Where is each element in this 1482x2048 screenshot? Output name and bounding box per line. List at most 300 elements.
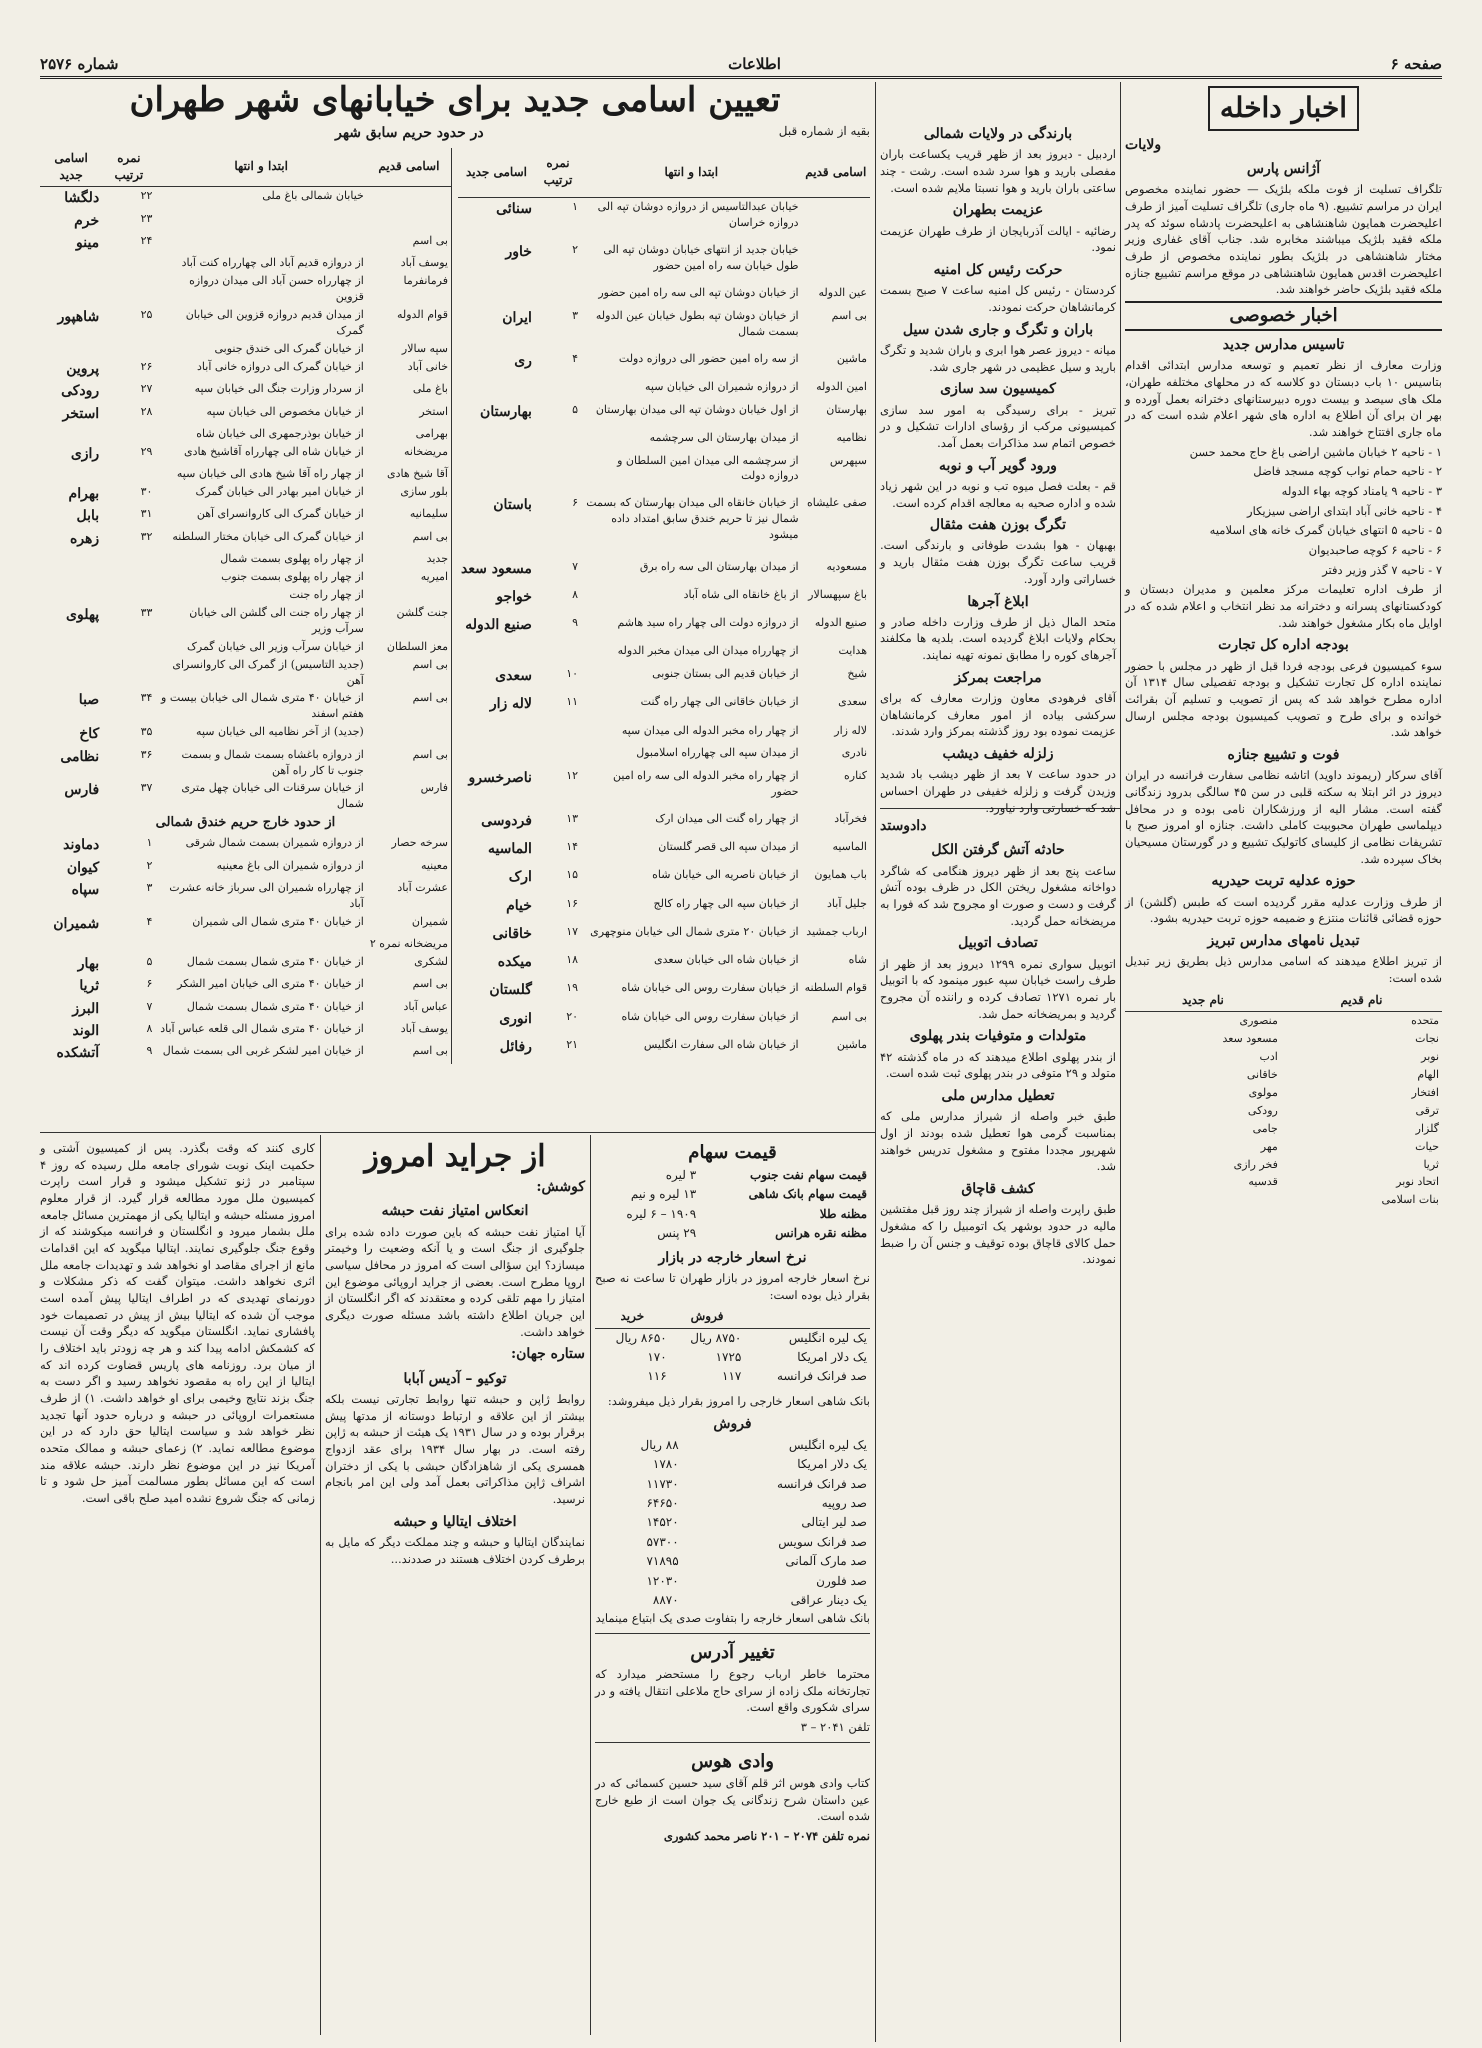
street-span: از میدان سپه الی قصر گلستان [658,840,799,854]
street-span: از خیابان ۲۰ متری شمال الی خیابان منوچهری [590,924,799,938]
order-number: ۱۳ [566,811,579,825]
book-ad-body: کتاب وادی هوس اثر قلم آقای سید حسین کسمائی که در عین داستان شرح زندگانی یک جوان است از طبع خارج شده است. [595,1775,870,1824]
order-number: ۸ [572,587,579,601]
old-name: مسعودیه [826,559,867,573]
old-school-name: نوبر [1421,1049,1439,1063]
table-row [40,746,452,780]
street-span: از میدان بهارستان الی سرچشمه [649,430,799,444]
street-span: از چهار راه گنت الی میدان ارک [655,811,799,825]
bank-rates-table [595,1436,870,1611]
new-name: الوند [72,1022,100,1039]
buy-rate: ۸۶۵۰ ریال [615,1330,667,1345]
order-number: ۱ [146,836,153,850]
table-header: فروش [670,1306,745,1328]
new-name [458,642,535,665]
old-school-name: گلزار [1415,1121,1439,1135]
street-span: از خیابان امیر لشکر غربی الی بسمت شمال [162,1044,364,1058]
order-number [102,656,155,690]
table-row [40,568,452,586]
street-span: از خیابان بوذرجمهری الی خیابان شاه [196,426,364,440]
old-name: یوسف آباد [400,256,448,270]
funeral-title: فوت و تشییع جنازه [1227,747,1340,764]
street-span: خیابان عبدالتاسیس از دروازه دوشان تپه الی دروازه خراسان [597,199,799,229]
table-row [40,272,452,306]
bank-head: فروش [713,1415,752,1432]
table-row [595,1224,870,1243]
bus-title: تصادف اتوبیل [958,935,1038,952]
order-number: ۲۰ [566,1009,579,1023]
old-name: ماشین [836,1037,867,1051]
currency-name: صد فرانک فرانسه [776,1369,867,1384]
old-name: صفی علیشاه [806,496,867,510]
order-number: ۴ [572,351,579,365]
street-span: از خیابان ۴۰ متری شمال الی شمیران [192,914,364,928]
new-name [40,272,102,306]
old-name: لشکری [414,954,448,968]
stock-name: مظنه طلا [819,1206,867,1221]
street-span: از چهار راه پهلوی بسمت شمال [220,551,364,565]
old-name: نادری [841,746,867,760]
bank-tail: بانک شاهی اسعار خارجه را بتفاوت صدی یک ابتیاع مینماید [595,1611,870,1626]
new-name [40,465,102,483]
table-header: خرید [595,1306,670,1328]
sec3-title: اختلاف ایتالیا و حبشه [393,1513,517,1530]
street-span: (جدید) از آخر نظامیه الی خیابان سپه [196,725,364,739]
table-row [1125,1102,1442,1120]
order-number: ۱۶ [566,896,579,910]
new-name: الماسیه [487,841,532,858]
newspaper-name: اطلاعات [728,55,781,73]
sec2-body: روابط ژاپن و حبشه تنها روابط تجارتی نیست بلکه بیشتر از این علاقه و ارتباط دوستانه از مدتها پیش برقرار بوده و در سال ۱۹۳۱ یک هیئت از حبشه به ژاپن رفته است. در بهار سال ۱۹۳۴ برای عقد ازدواج همسری یکی از شاهزادگان حبشی با یکی از دختران اشراف ژاپن مذاکراتی بعمل آمد ولی این امر بانجام نرسید. [325,1391,585,1506]
table-header: اسامی قدیم [367,148,452,187]
table-row [595,1205,870,1224]
issue-number: شماره ۲۵۷۶ [40,55,119,73]
old-name: آقا شیخ هادی [387,467,448,481]
sell-rate: ۵۷۳۰۰ [646,1534,679,1549]
table-row [458,401,870,429]
new-name: مینو [76,235,100,252]
street-span: از چهار راه مخبر الدوله الی سه راه امین حضور [612,768,799,798]
province-news-body: اردبیل - دیروز بعد از ظهر قریب یکساعت باران مفصلی بارید و هوا سرد شده است. رشت - چند ساعتی باران بارید و هوا نسبتا ملایم شده است. [880,147,1116,195]
school-closing-title: تعطیل مدارس ملی [941,1087,1055,1104]
budget-body: سوء کمیسیون فرعی بودجه فردا قبل از ظهر در مجلس با حضور نماینده اداره کل تجارت تشکیل و بودجه تفصیلی سال ۱۳۱۴ آن اداره مطرح خواهد شد که پس از تصویب و تسلیم آن بقرائت خوانده و برای طرح و تصویب کمیسیون بودجه مجلس ارسال خواهد شد. [1125,658,1443,740]
currency-name: یک لیره انگلیس [788,1330,867,1345]
table-row [1125,1066,1442,1084]
old-school-name: ثریا [1423,1157,1439,1171]
province-news-title: تگرگ بوزن هفت مثقال [929,517,1067,534]
page-header [40,52,1442,79]
sell-rate: ۸۸ ریال [640,1437,679,1452]
street-span: از خیابان گمرک الی کاروانسرای آهن [196,507,364,521]
province-news-title: مراجعت بمرکز [954,669,1042,686]
currency-name: یک لیره انگلیس [788,1437,867,1452]
old-name: یوسف آباد [400,1021,448,1035]
table-row [40,935,452,953]
old-name: بلور سازی [400,485,448,499]
table-row [595,1166,870,1185]
paper1-name: کوشش: [536,1179,585,1195]
table-row [458,378,870,401]
sell-rate: ۱۱۷۳۰ [646,1476,679,1491]
old-name: جلیل آباد [827,896,867,910]
street-span [155,935,366,953]
new-school-name: قدسیه [1248,1175,1278,1189]
new-name: بهار [77,955,100,972]
order-number: ۱۴ [566,840,579,854]
new-name: کیوان [66,859,100,876]
order-number: ۳ [146,880,153,894]
table-row [458,1008,870,1036]
order-number: ۲۱ [566,1037,579,1051]
old-school-name: اتحاد نوبر [1396,1175,1439,1189]
table-header: نمره ترتیب [535,148,581,198]
street-span: از خیابان سفارت روس الی خیابان شاه [621,981,799,995]
order-number: ۲۴ [140,234,153,248]
currency-name: صد فرانک فرانسه [776,1476,867,1491]
fx-note: نرخ اسعار خارجه امروز در بازار طهران تا ساعت نه صبح بقرار ذیل بوده است: [595,1270,870,1302]
new-name: مسعود سعد [461,560,532,577]
table-row [40,306,452,340]
schools-list [1125,444,1442,579]
new-name: خیام [506,897,532,914]
old-name: صنیع الدوله [814,616,867,630]
street-span: از خیابان دوشان تپه الی سه راه امین حضور [598,285,799,299]
new-name: پروین [66,360,100,377]
new-name [40,425,102,443]
new-name [40,935,102,953]
street-span: از خیابان قدیم الی بستان جنوبی [652,667,799,681]
order-number [535,378,581,401]
stock-name: قیمت سهام بانک شاهی [748,1187,867,1202]
order-number: ۱۷ [566,924,579,938]
old-name: معز السلطان [386,639,448,653]
sell-rate: ۶۴۶۵۰ [646,1496,679,1510]
street-span: از میدان سپه الی چهارراه اسلامبول [636,746,799,760]
order-number [535,284,581,307]
table-row [1125,1084,1442,1102]
old-name: مریضخانه نمره ۲ [369,936,448,950]
old-name: بهرامی [415,426,448,440]
table-row [40,528,452,550]
fx-title: نرخ اسعار خارجه در بازار [658,1249,807,1266]
table-row [40,550,452,568]
stock-name: مظنه نقره هرانس [775,1226,867,1241]
outside-title: از حدود خارج حریم خندق شمالی [155,815,336,831]
street-span: از دروازه شمیران الی خیابان سپه [645,379,799,393]
new-name [40,254,102,272]
province-news-title: ابلاغ آجرها [967,593,1029,610]
street-span: از میدان قدیم دروازه قزوین الی خیابان گمرک [185,308,364,338]
old-name: عشرت آباد [397,880,448,894]
list-item: ۴ - ناحیه خانی آباد ابتدای اراضی سیزیکار [1247,503,1442,518]
order-number: ۲۹ [140,444,153,458]
order-number [102,272,155,306]
old-name: بی اسم [412,529,448,543]
table-row [595,1436,870,1455]
old-name: بی اسم [412,691,448,705]
street-span: از اول خیابان دوشان تپه الی میدان بهارستان [595,402,799,416]
pars-agency-title: آژانس پارس [1246,160,1321,177]
old-name: سرخه حصار [391,836,448,850]
province-news-title: زلزله خفیف دیشب [942,746,1054,763]
order-number: ۲۸ [140,404,153,418]
street-span: از خیابان امیر بهادر الی خیابان گمرک [195,485,364,499]
street-span: از چهارراه شمیران الی سرباز خانه عشرت آباد [169,880,364,910]
new-school-name: مهر [1260,1139,1278,1153]
table-row [40,723,452,745]
street-span: از خیابان ۴۰ متری شمال الی قلعه عباس آباد [160,1021,364,1035]
new-name: میکده [497,954,532,971]
provinces-label: ولایات [1125,136,1162,153]
new-name: خاور [505,244,532,261]
old-name: امین الدوله [816,379,867,393]
table-row [458,307,870,350]
new-name: باستان [493,497,532,514]
table-header: ابتدا و انتها [155,148,366,187]
new-name [40,550,102,568]
table-header: نام قدیم [1281,990,1442,1012]
list-item: ۷ - ناحیه ۷ گذر وزیر دفتر [1322,562,1442,577]
address-title: تغییر آدرس [690,1642,775,1664]
street-span: از خیابان ناصریه الی خیابان شاه [652,868,799,882]
new-name: فارس [64,782,100,799]
order-number: ۲۶ [140,359,153,373]
street-span: از خیابان خانقاه الی میدان بهارستان که بسمت شمال نیز تا حریم خندق سابق امتداد داده میشود [586,496,799,542]
smuggling-body: طبق راپرت واصله از شیراز چند روز قبل مفتشین مالیه در حدود بوشهر یک اتومبیل را که مشغول حمل کالای قاچاق بوده توقیف و جنس آن را ضبط نمودند. [880,1202,1116,1267]
table-row [595,1494,870,1513]
province-news-body: تبریز - برای رسیدگی به امور سد سازی کمیسیونی مرکب از رؤسای ادارات تشکیل و در خصوص اتمام سد مذاکرات بعمل آمد. [880,402,1116,450]
street-span: از چهار راه پهلوی بسمت جنوب [221,569,364,583]
new-name: شمیران [53,915,100,932]
old-name: بهارستان [826,402,867,416]
old-name: بی اسم [831,308,867,322]
currency-name: صد فرانک سویس [778,1534,867,1549]
street-span: خیابان شمالی باغ ملی [262,189,364,203]
order-number [102,638,155,656]
new-name: ارک [508,869,532,886]
editorial-body: کاری کنند که وقت بگذرد. پس از کمیسیون آشتی و حکمیت اینک نوبت شورای جامعه ملل رسیده که روز ۴ سپتامبر در ژنو تشکیل میشود و قرار است راپرت کمیسیون ملل مورد مطالعه قرار گیرد. از قرار معلوم امروز مسئله حبشه و ایتالیا یکی از مهمترین مسائل جامعه ملل بشمار میرود و انگلستان و فرانسه میکوشند که از وقوع جنگ جلوگیری نمایند. ایتالیا میگوید که این اقدامات مانع از اجرای مقاصد او نخواهد شد و تهدیدات جامعه ملل اثری نخواهد داشت. میتوان گفت که ذکر مشکلات و دورنمای تهدیدی که در اطراف ایتالیا پیش آمده است موجب آن شده که ایتالیا بیش از پیش در تصمیمات خود پافشاری نماید. انگلستان میگوید که دیگر وقت آن نیست که کشمکش ادامه پیدا کند و هر چه زودتر باید اختلاف را از میان برد. روزنامه های پاریس قضاوت کرده اند که ایتالیا از این راه به مقصود نخواهد رسید و اگر دست به جنگ بزند نتایج وخیمی برای او خواهد داشت. ۱) از طرف مستعمرات اروپائی در حبشه و درباره حدود آنها تجدید نظر خواهد شد و سیاست ایتالیا حق دارد که در این موضوع مطالعه نماید. ۲) زعمای حبشه و ممالک متحده آمریکا نیز در این موضوع نظر دارند. حبشه علاقه مند است که این مسائل بطور مسالمت آمیز حل شود و تا زمانی که جنگ شروع نشده امید صلح باقی است. [40,1141,315,1506]
stock-name: قیمت سهام نفت جنوب [749,1168,867,1183]
new-name: دماوند [63,837,100,854]
order-number: ۳۲ [140,529,153,543]
column-rule [875,82,876,2042]
table-row [40,656,452,690]
new-name: استخر [62,405,100,422]
new-name: گلستان [489,982,532,999]
province-news-title: ورود گویر آب و نوبه [939,457,1057,474]
order-number: ۳۰ [140,485,153,499]
street-span: از خیابان ۴۰ متری شمال بسمت شمال [186,954,364,968]
sell-rate: ۸۷۵۰ ریال [690,1330,742,1345]
new-name: ری [514,352,532,369]
table-row [595,1185,870,1204]
tabriz-schools-table [1125,990,1442,1210]
table-row [458,284,870,307]
streets-subtitle: در حدود حریم سابق شهر [335,125,484,142]
order-number: ۳۴ [140,691,153,705]
new-name: رفائل [499,1038,532,1055]
new-name: بابل [76,508,100,525]
table-row [40,403,452,425]
table-row [458,1036,870,1064]
order-number: ۱۵ [566,868,579,882]
new-name: شاهپور [57,309,100,326]
order-number: ۸ [146,1021,153,1035]
bus-body: اتوبیل سواری نمره ۱۲۹۹ دیروز بعد از ظهر از طرف راست خیابان سپه عبور مینمود که با اتوبیل بار نمره ۱۲۷۱ تصادف کرده و راننده آن مجروح گردید و بمریضخانه حمل شد. [880,956,1116,1021]
table-row [40,586,452,604]
province-news-body: متحد المال ذیل از طرف وزارت داخله صادر و بحکام ولایات ابلاغ گردیده است. بلدیه ها مکلفند آجرهای کوره را مطابق نمونه تهیه نمایند. [880,614,1116,663]
buy-rate: ۱۷۰ [647,1350,667,1365]
table-row [40,1020,452,1042]
table-row [1125,1173,1442,1191]
address-body: محترما خاطر ارباب رجوع را مستحضر میدارد که تجارتخانه ملک زاده از سرای حاج ملاعلی انتقال یافته و در سرای شکوری واقع است. [595,1667,870,1715]
order-number: ۲۵ [140,308,153,322]
street-span: از خیابان دوشان تپه بطول خیابان عین الدوله بسمت شمال [595,308,799,338]
new-name [458,378,535,401]
province-news-body: میانه - دیروز عصر هوا ابری و باران شدید و تگرگ بارید و سیل عظیمی در شهر جاری شد. [880,342,1116,374]
table-row [40,1042,452,1064]
new-name: انوری [499,1010,532,1027]
old-name: جدید [426,551,448,565]
order-number [535,642,581,665]
province-news-body: آقای فرهودی معاون وزارت معارف که برای سرکشی بیاده از امور معارف کرمانشاهان عزیمت نموده بود روز گذشته بمرکز وارد شدند. [880,691,1116,739]
old-name: شیخ [847,667,867,681]
old-name: بی اسم [831,1009,867,1023]
old-school-name: متحده [1411,1014,1439,1028]
currency-name: یک دینار عراقی [790,1592,867,1607]
new-name [458,452,535,495]
street-span: از خیابان سرآب وزیر الی خیابان گمرک [187,639,364,653]
table-row [458,951,870,979]
table-row [458,197,870,241]
order-number [535,722,581,745]
smuggling-title: کشف قاچاق [961,1180,1035,1197]
list-item: ۵ - ناحیه ۵ انتهای خیابان گمرک خانه های اسلامیه [1209,523,1442,538]
sell-rate: ۱۷۲۵ [715,1350,742,1365]
table-header: اسامی جدید [458,148,535,198]
book-ad-tail: نمره تلفن ۲۰۷۴ – ۲۰۱ ناصر محمد کشوری [663,1828,870,1843]
street-span: (جدید التاسیس) از گمرک الی کاروانسرای آهن [172,657,364,687]
order-number: ۴ [146,914,153,928]
table-row [458,810,870,838]
street-span: از دروازه باغشاه بسمت شمال و بسمت جنوب تا کار راه آهن [181,747,364,777]
street-span: از خیابان شاه الی چهارراه آقاشیخ هادی [183,444,364,458]
street-span: از خیابان گمرک الی دروازه خانی آباد [197,359,364,373]
new-name: نظامی [60,748,100,765]
table-row [40,210,452,232]
new-name [458,722,535,745]
province-news-title: حرکت رئیس کل امنیه [933,261,1063,278]
sell-rate: ۱۲۰۳۰ [646,1573,679,1588]
old-name: قوام السلطنه [804,981,867,995]
new-school-name: مولوی [1248,1085,1278,1099]
internal-news-title: اخبار داخله [1208,86,1359,131]
street-span: از سرچشمه الی میدان امین السلطان و دروازه دولت [617,453,799,483]
fx-table [595,1306,870,1387]
order-number [102,568,155,586]
new-name [458,744,535,767]
street-span: از چهارراه حسن آباد الی میدان دروازه قزوین [189,274,364,304]
street-span [155,232,366,254]
province-news-body: کردستان - رئیس کل امنیه ساعت ۷ صبح بسمت کرمانشاهان حرکت نمودند. [880,283,1117,314]
table-row [40,254,452,272]
order-number [535,429,581,452]
table-row [40,913,452,935]
sec2-title: توکیو – آدیس آبابا [403,1370,507,1387]
street-span: از خیابان گمرک الی خیابان مختار السلطنه [172,529,364,543]
court-title: حوزه عدلیه تربت حیدریه [1211,873,1356,890]
street-span: از خیابان سپه الی چهار راه کالج [653,896,799,910]
table-row [40,604,452,638]
old-name: بی اسم [412,234,448,248]
order-number: ۱۸ [566,953,579,967]
book-ad-title: وادی هوس [691,1750,774,1772]
press-review-title: از جراید امروز [364,1139,546,1174]
street-span: از خیابان خاقانی الی چهار راه گنت [640,695,799,709]
new-name: خاقانی [492,925,532,942]
order-number: ۵ [572,402,579,416]
list-item: ۲ - ناحیه حمام نواب کوچه مسجد فاضل [1253,464,1442,479]
order-number: ۵ [146,954,153,968]
list-item: ۶ - ناحیه ۶ کوچه صاحبدیوان [1308,543,1442,557]
sell-rate: ۷۱۸۹۵ [646,1554,679,1569]
street-span: از دروازه دولت الی چهار راه سید هاشم [617,616,799,630]
old-name: خانی آباد [407,359,448,373]
new-school-name: فخر رازی [1233,1157,1278,1171]
old-name: معینیه [420,858,448,872]
order-number: ۱۹ [566,981,579,995]
funeral-body: آقای سرکار (ریموند داوید) اتاشه نظامی سفارت فرانسه در ایران دیروز در اثر ابتلا به سکته قلبی در سن ۴۵ سالگی بدرود زندگانی گفته است. مشار الیه از ورزشکاران نامی بوده و در محافل دیپلماسی طهران محبوبیت کاملی داشت. جنازه او امروز صبح با تشریفات نظامی از کلیسای کاتولیک تشییع و در گورستان مسیحیان بخاک سپرده شد. [1125,768,1442,866]
street-span: از خیابان ۴۰ متری شمال الی خیابان بیست و هفتم اسفند [161,691,364,721]
street-span: از سه راه امین حضور الی دروازه دولت [618,351,799,365]
order-number [102,340,155,358]
table-row [40,779,452,813]
table-row [458,350,870,378]
street-span: از خیابان ۴۰ متری شمال بسمت شمال [186,999,364,1013]
old-name: شاه [848,953,867,967]
old-name: سعدی [838,695,867,709]
table-row [1125,1156,1442,1174]
old-school-name: الهام [1417,1067,1439,1081]
new-school-name: رودکی [1247,1103,1278,1117]
provinces-news [880,120,1117,815]
old-name: هدایت [838,644,867,658]
table-row [40,340,452,358]
table-row [458,744,870,767]
table-row [458,722,870,745]
fire-title: حادثه آتش گرفتن الکل [931,842,1065,859]
old-name: بی اسم [412,1044,448,1058]
table-row [40,443,452,465]
old-name: بی اسم [412,657,448,671]
school-closing-body: طبق خبر واصله از شیراز مدارس ملی که بمناسبت گرمی هوا تعطیل شده بودند از اول شهریور مجددا مفتوح و مشغول تدریس خواهند شد. [880,1109,1116,1174]
address-tail: تلفن ۲۰۴۱ – ۳ [800,1720,870,1735]
table-row [1125,1191,1442,1209]
currency-name: صد لیر ایتالی [801,1515,867,1530]
schools-tail: از طرف اداره تعلیمات مرکز معلمین و مدیران دبستان و کودکستانهای پسرانه و دخترانه مد نظر انتخاب و اعلام شده که در اوایل ماه بکار مشغول خواهند شد. [1125,582,1442,630]
new-name [40,656,102,690]
order-number: ۳۶ [140,747,153,761]
order-number: ۱۱ [566,695,579,709]
new-school-name [1125,1191,1281,1209]
old-school-name: ترقی [1415,1103,1439,1117]
old-name: شمیران [411,914,448,928]
old-name: ارباب جمشید [806,924,867,938]
order-number: ۹ [572,616,579,630]
new-name: ایران [502,309,532,326]
order-number: ۲ [572,243,579,257]
order-number: ۱۲ [566,768,579,782]
